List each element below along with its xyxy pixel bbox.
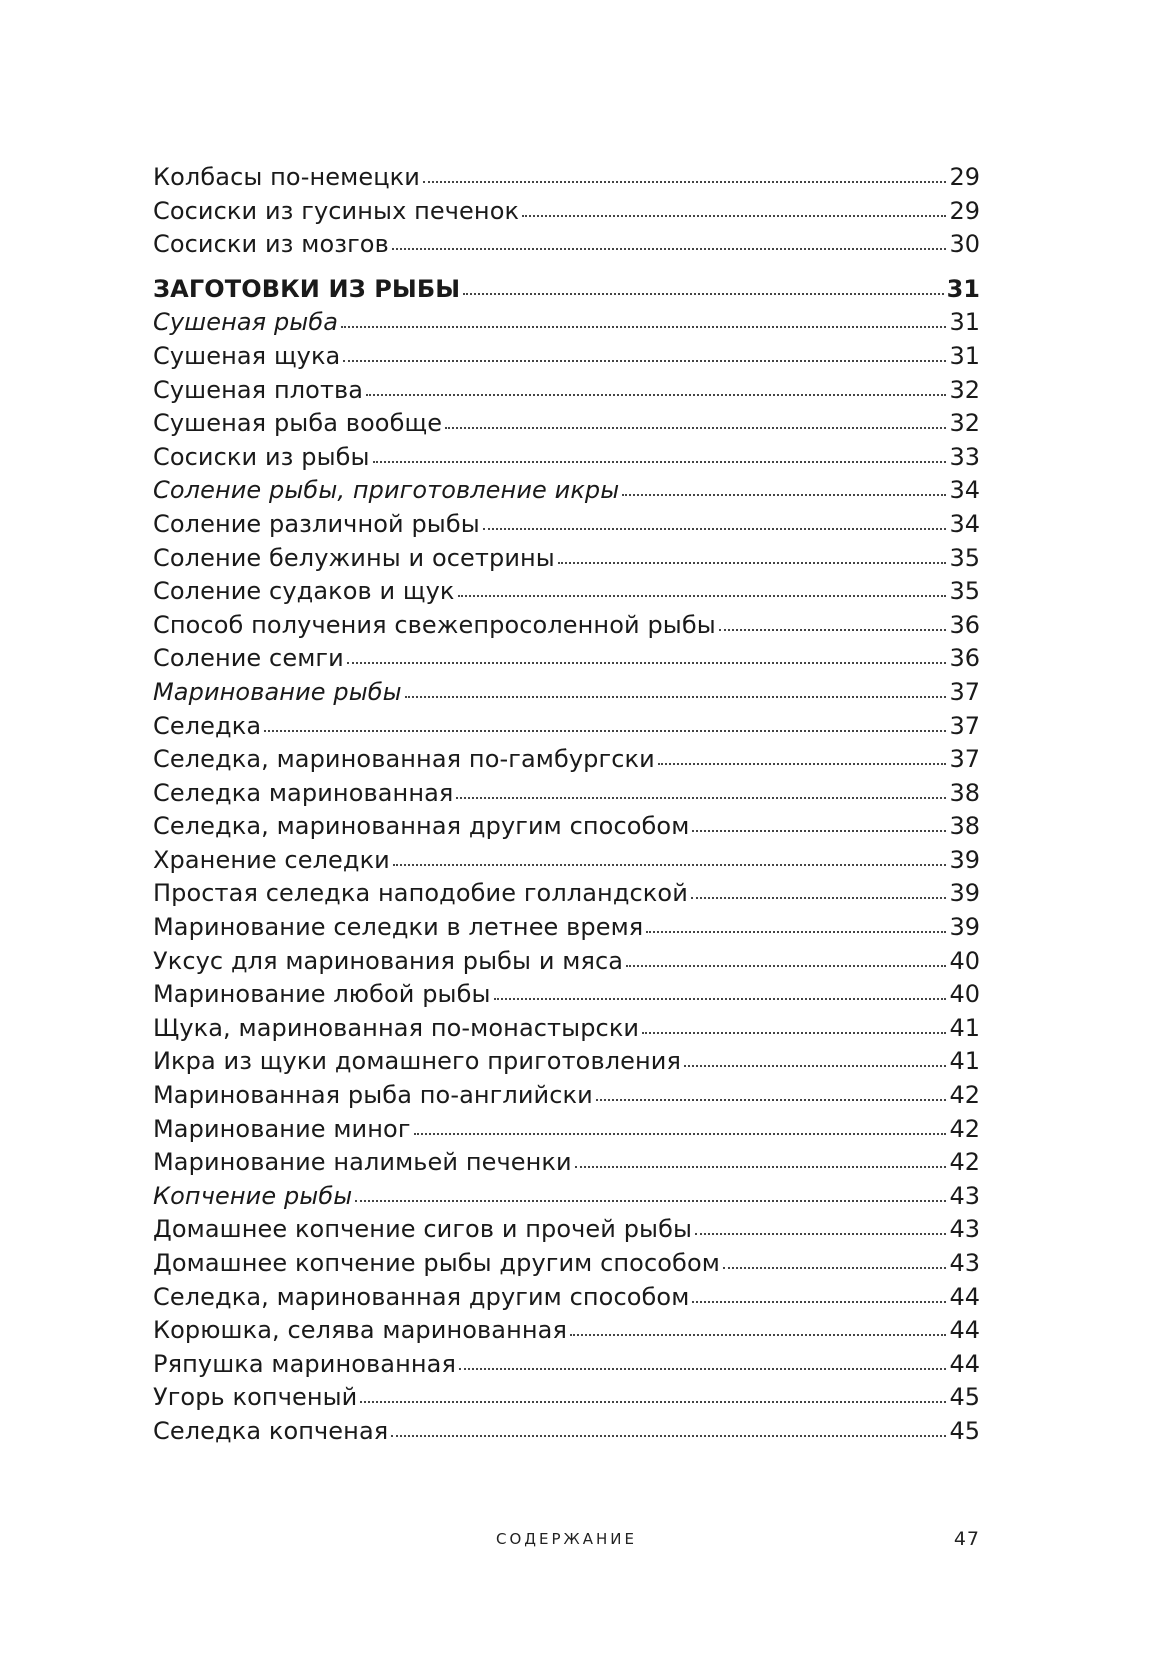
dot-leader — [684, 1065, 946, 1067]
toc-entry-title: Способ получения свежепросоленной рыбы — [153, 610, 716, 639]
toc-entry — [153, 1381, 980, 1415]
table-of-contents — [153, 161, 980, 1449]
toc-entry-page: 38 — [949, 812, 980, 841]
dot-leader — [343, 360, 946, 362]
toc-entry-page: 34 — [949, 476, 980, 505]
toc-entry — [153, 228, 980, 262]
toc-entry-page: 43 — [949, 1181, 980, 1210]
toc-entry-title: Сосиски из рыбы — [153, 442, 370, 471]
toc-entry-page: 40 — [949, 980, 980, 1009]
toc-entry-title: Соление судаков и щук — [153, 577, 455, 606]
toc-entry — [153, 844, 980, 878]
toc-entry-title: Селедка маринованная — [153, 778, 454, 807]
toc-entry-title: Соление рыбы, приготовление икры — [153, 476, 620, 505]
dot-leader — [459, 1368, 946, 1370]
dot-leader — [360, 1401, 946, 1403]
toc-entry-page: 37 — [949, 677, 980, 706]
toc-entry — [153, 710, 980, 744]
dot-leader — [719, 629, 947, 631]
toc-entry — [153, 1213, 980, 1247]
toc-entry-page: 45 — [949, 1416, 980, 1445]
toc-entry — [153, 161, 980, 195]
toc-entry-page: 42 — [949, 1081, 980, 1110]
dot-leader — [658, 763, 947, 765]
toc-entry-title: Сушеная плотва — [153, 375, 364, 404]
toc-subsection — [153, 676, 980, 710]
toc-entry — [153, 508, 980, 542]
toc-entry-title: Соление различной рыбы — [153, 509, 480, 538]
toc-entry — [153, 810, 980, 844]
toc-entry — [153, 1012, 980, 1046]
dot-leader — [596, 1099, 947, 1101]
toc-entry — [153, 1348, 980, 1382]
toc-entry-page: 42 — [949, 1148, 980, 1177]
toc-entry — [153, 642, 980, 676]
dot-leader — [691, 897, 947, 899]
dot-leader — [405, 696, 947, 698]
dot-leader — [414, 1133, 947, 1135]
dot-leader — [626, 965, 946, 967]
toc-entry — [153, 777, 980, 811]
toc-entry-page: 31 — [949, 308, 980, 337]
dot-leader — [456, 797, 946, 799]
toc-entry — [153, 1113, 980, 1147]
toc-entry — [153, 575, 980, 609]
toc-entry — [153, 374, 980, 408]
toc-entry-title: Домашнее копчение сигов и прочей рыбы — [153, 1215, 693, 1244]
toc-entry — [153, 1247, 980, 1281]
toc-entry-title: Хранение селедки — [153, 845, 390, 874]
toc-entry — [153, 911, 980, 945]
dot-leader — [341, 326, 946, 328]
toc-entry-page: 29 — [949, 196, 980, 225]
toc-entry-title: Икра из щуки домашнего приготовления — [153, 1047, 682, 1076]
toc-entry-page: 43 — [949, 1249, 980, 1277]
dot-leader — [570, 1334, 946, 1336]
toc-subsection — [153, 1180, 980, 1214]
toc-entry-page: 29 — [949, 163, 980, 191]
toc-entry-page: 35 — [949, 577, 980, 606]
toc-entry-title: Маринование рыбы — [153, 677, 402, 706]
toc-entry — [153, 340, 980, 374]
toc-entry-title: Маринование налимьей печенки — [153, 1148, 572, 1177]
toc-entry-title: Щука, маринованная по-монастырски — [153, 1013, 640, 1042]
toc-entry — [153, 978, 980, 1012]
toc-entry-title: Сушеная рыба вообще — [153, 409, 443, 438]
dot-leader — [723, 1267, 947, 1269]
toc-entry-title: Простая селедка наподобие голландской — [153, 879, 688, 908]
toc-entry-title: Селедка, маринованная другим способом — [153, 812, 690, 841]
page-number: 47 — [953, 1528, 980, 1550]
dot-leader — [646, 931, 946, 933]
toc-entry-title: Селедка копченая — [153, 1416, 389, 1445]
toc-entry-title: Маринованная рыба по-английски — [153, 1081, 593, 1110]
toc-entry-page: 36 — [949, 644, 980, 673]
toc-entry-page: 39 — [949, 879, 980, 908]
toc-entry — [153, 441, 980, 475]
toc-entry — [153, 609, 980, 643]
toc-entry-title: Домашнее копчение рыбы другим способом — [153, 1249, 720, 1277]
toc-entry-title: Сосиски из гусиных печенок — [153, 196, 520, 225]
toc-entry-title: Сушеная щука — [153, 341, 341, 370]
toc-entry-page: 43 — [949, 1215, 980, 1244]
toc-entry-title: Соление белужины и осетрины — [153, 543, 555, 572]
toc-entry-page: 41 — [949, 1047, 980, 1076]
toc-entry-page: 44 — [949, 1349, 980, 1378]
dot-leader — [391, 1435, 946, 1437]
toc-entry-title: Селедка — [153, 711, 262, 740]
toc-entry — [153, 743, 980, 777]
dot-leader — [692, 1301, 946, 1303]
toc-entry-page: 44 — [949, 1282, 980, 1311]
toc-entry-title: Маринование любой рыбы — [153, 980, 491, 1009]
dot-leader — [622, 494, 946, 496]
toc-entry-page: 31 — [949, 341, 980, 370]
toc-entry-page: 30 — [949, 230, 980, 259]
toc-entry — [153, 877, 980, 911]
toc-entry-title: Сосиски из мозгов — [153, 230, 389, 259]
toc-entry — [153, 1415, 980, 1449]
dot-leader — [575, 1166, 947, 1168]
dot-leader — [558, 562, 947, 564]
toc-entry-page: 35 — [949, 543, 980, 572]
toc-entry-page: 45 — [949, 1383, 980, 1412]
toc-entry-page: 38 — [949, 778, 980, 807]
toc-subsection — [153, 306, 980, 340]
toc-entry-page: 32 — [949, 375, 980, 404]
toc-entry — [153, 945, 980, 979]
dot-leader — [264, 730, 946, 732]
toc-entry-title: Селедка, маринованная другим способом — [153, 1282, 690, 1311]
toc-entry-title: Сушеная рыба — [153, 308, 339, 337]
dot-leader — [642, 1032, 946, 1034]
toc-entry-title: Колбасы по-немецки — [153, 163, 420, 191]
toc-entry — [153, 1079, 980, 1113]
toc-entry — [153, 1281, 980, 1315]
page-footer — [153, 1528, 980, 1552]
dot-leader — [366, 394, 946, 396]
toc-entry-page: 42 — [949, 1114, 980, 1143]
toc-entry — [153, 1045, 980, 1079]
toc-entry-page: 39 — [949, 913, 980, 942]
running-title: СОДЕРЖАНИЕ — [496, 1530, 637, 1548]
toc-entry-page: 37 — [949, 745, 980, 774]
toc-entry-page: 37 — [949, 711, 980, 740]
dot-leader — [355, 1200, 946, 1202]
dot-leader — [483, 528, 947, 530]
toc-entry-title: Копчение рыбы — [153, 1181, 353, 1210]
dot-leader — [392, 248, 947, 250]
toc-entry-title: Ряпушка маринованная — [153, 1349, 456, 1378]
dot-leader — [458, 595, 947, 597]
toc-entry-page: 39 — [949, 845, 980, 874]
dot-leader — [692, 830, 946, 832]
toc-entry — [153, 407, 980, 441]
dot-leader — [393, 864, 947, 866]
toc-entry — [153, 195, 980, 229]
toc-subsection — [153, 474, 980, 508]
dot-leader — [347, 662, 947, 664]
toc-entry-page: 31 — [946, 274, 980, 303]
toc-entry-title: Корюшка, селява маринованная — [153, 1316, 567, 1345]
toc-entry-page: 44 — [949, 1316, 980, 1345]
toc-entry-title: Уксус для маринования рыбы и мяса — [153, 946, 624, 975]
dot-leader — [445, 427, 946, 429]
toc-entry-title: Соление семги — [153, 644, 344, 673]
toc-entry — [153, 1146, 980, 1180]
dot-leader — [494, 998, 947, 1000]
toc-entry-page: 33 — [949, 442, 980, 471]
toc-section — [153, 273, 980, 307]
toc-entry — [153, 1314, 980, 1348]
toc-entry-page: 32 — [949, 409, 980, 438]
toc-entry-title: Маринование селедки в летнее время — [153, 913, 644, 942]
toc-entry-title: Маринование миног — [153, 1114, 411, 1143]
dot-leader — [373, 461, 947, 463]
toc-entry-page: 34 — [949, 509, 980, 538]
dot-leader — [423, 181, 947, 183]
toc-entry-title: Угорь копченый — [153, 1383, 358, 1412]
toc-entry-page: 36 — [949, 610, 980, 639]
toc-entry-page: 41 — [949, 1013, 980, 1042]
toc-entry-page: 40 — [949, 946, 980, 975]
toc-entry-title: Селедка, маринованная по-гамбургски — [153, 745, 655, 774]
dot-leader — [695, 1233, 946, 1235]
toc-entry — [153, 542, 980, 576]
dot-leader — [522, 215, 946, 217]
toc-entry-title: ЗАГОТОВКИ ИЗ РЫБЫ — [153, 274, 461, 303]
dot-leader — [463, 293, 943, 295]
